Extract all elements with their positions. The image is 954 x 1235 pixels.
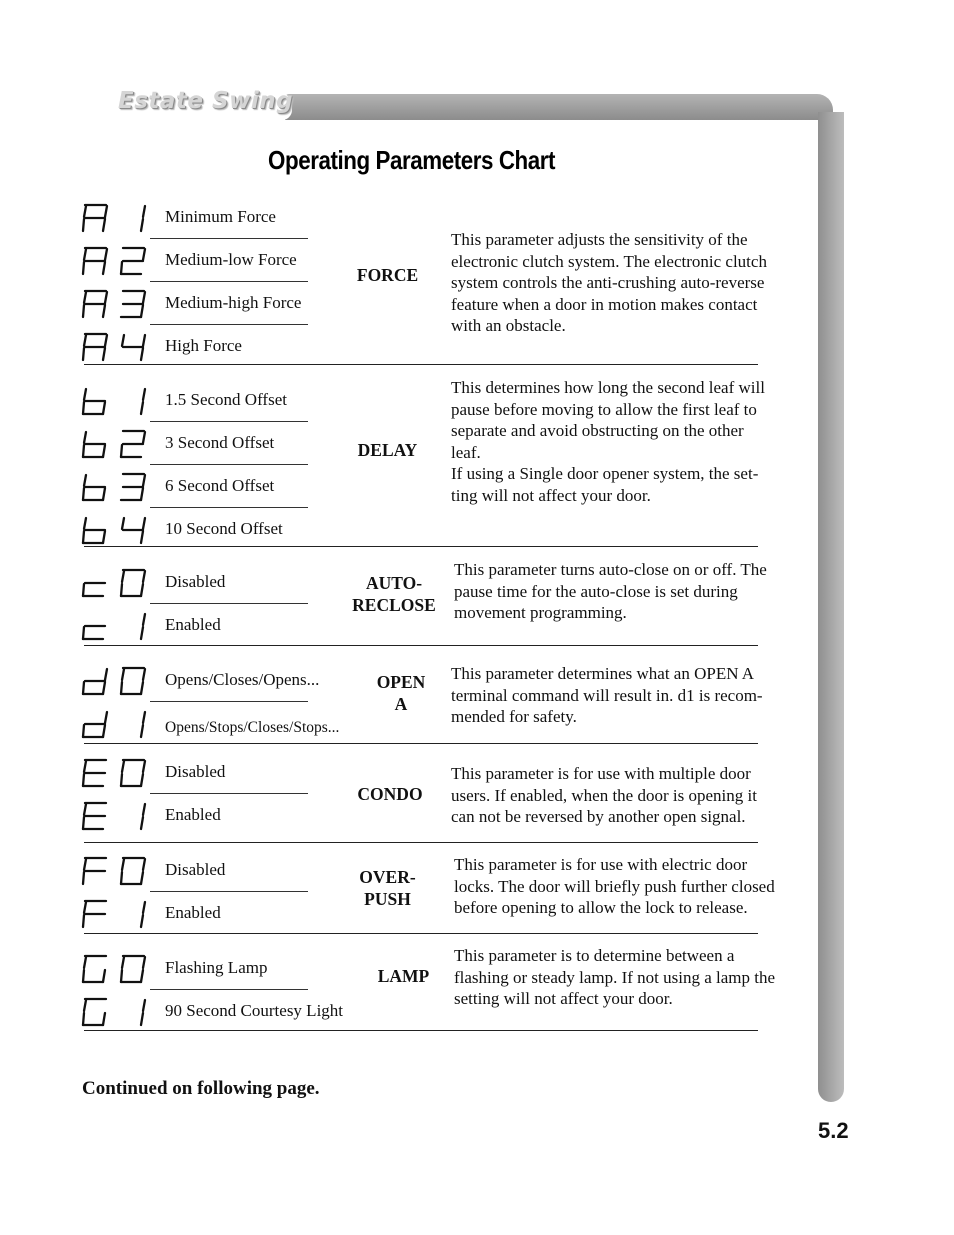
- seven-segment-code: [80, 666, 150, 696]
- parameter-description: This parameter is for use with electric door locks. The door will briefly push further closed before opening to allow the lock to release.: [454, 855, 775, 917]
- seven-segment-code: [80, 515, 150, 545]
- category-label: LAMP: [377, 966, 430, 986]
- option-label: Disabled: [165, 860, 226, 879]
- option-label: Flashing Lamp: [165, 958, 268, 977]
- option-label: Enabled: [165, 615, 221, 634]
- row-divider: [150, 989, 308, 990]
- parameter-description: This parameter determines what an OPEN A terminal command will result in. d1 is recom- mended for safety.: [451, 664, 763, 726]
- row-divider: [150, 701, 308, 702]
- seven-segment-code: [80, 954, 150, 984]
- option-label: 6 Second Offset: [165, 476, 275, 495]
- seven-segment-code: [80, 472, 150, 502]
- option-label: Enabled: [165, 805, 221, 824]
- option-label: 1.5 Second Offset: [165, 390, 287, 409]
- row-divider: [150, 464, 308, 465]
- option-label: Medium-high Force: [165, 293, 302, 312]
- page-title: Operating Parameters Chart: [268, 145, 556, 175]
- option-label: Disabled: [165, 572, 226, 591]
- group-separator: [84, 1030, 758, 1031]
- row-divider: [150, 281, 308, 282]
- seven-segment-code: [80, 429, 150, 459]
- category-label: CONDO: [357, 784, 423, 804]
- seven-segment-code: [80, 568, 150, 598]
- seven-segment-code: [80, 289, 150, 319]
- parameter-description: This parameter is for use with multiple door users. If enabled, when the door is opening it can not be reversed by another open signal.: [451, 764, 757, 826]
- category-label: OPEN A: [376, 672, 426, 714]
- row-divider: [150, 507, 308, 508]
- group-separator: [84, 364, 758, 365]
- seven-segment-code: [80, 997, 150, 1027]
- group-separator: [84, 933, 758, 934]
- seven-segment-code: [80, 332, 150, 362]
- option-label: 10 Second Offset: [165, 519, 283, 538]
- seven-segment-code: [80, 899, 150, 929]
- category-label: FORCE: [356, 265, 419, 285]
- group-separator: [84, 645, 758, 646]
- continued-note: Continued on following page.: [82, 1078, 320, 1099]
- seven-segment-code: [80, 246, 150, 276]
- option-label: Opens/Stops/Closes/Stops...: [165, 719, 340, 736]
- parameter-description: This determines how long the second leaf will pause before moving to allow the first leaf to separate and avoid obstructing on the other leaf. If using a Single door opener system, the set- ting will not affect your door.: [451, 378, 765, 505]
- option-label: Enabled: [165, 903, 221, 922]
- category-label: DELAY: [357, 440, 418, 460]
- option-label: Medium-low Force: [165, 250, 297, 269]
- seven-segment-code: [80, 856, 150, 886]
- seven-segment-code: [80, 758, 150, 788]
- seven-segment-code: [80, 611, 150, 641]
- seven-segment-code: [80, 203, 150, 233]
- page-frame-top: [285, 94, 833, 120]
- seven-segment-code: [80, 801, 150, 831]
- option-label: Disabled: [165, 762, 226, 781]
- option-label: 90 Second Courtesy Light: [165, 1001, 344, 1020]
- category-label: AUTO- RECLOSE: [352, 573, 436, 615]
- option-label: 3 Second Offset: [165, 433, 275, 452]
- parameter-description: This parameter turns auto-close on or off. The pause time for the auto-close is set during movement programming.: [454, 560, 767, 622]
- row-divider: [150, 793, 308, 794]
- category-label: OVER- PUSH: [359, 867, 416, 909]
- row-divider: [150, 238, 308, 239]
- parameter-description: This parameter is to determine between a flashing or steady lamp. If not using a lamp the setting will not affect your door.: [454, 946, 776, 1008]
- group-separator: [84, 842, 758, 843]
- option-label: High Force: [165, 336, 242, 355]
- seven-segment-code: [80, 709, 150, 739]
- page-frame-side: [818, 112, 844, 1102]
- group-separator: [84, 546, 758, 547]
- row-divider: [150, 324, 308, 325]
- brand-logo: Estate Swing: [118, 88, 294, 114]
- option-label: Opens/Closes/Opens...: [165, 670, 320, 689]
- parameter-description: This parameter adjusts the sensitivity of the electronic clutch system. The electronic clutch system controls the anti-crushing auto-reverse feature when a door in motion makes contact with an obstacle.: [451, 230, 767, 335]
- option-label: Minimum Force: [165, 207, 276, 226]
- page-number: 5.2: [818, 1118, 849, 1143]
- row-divider: [150, 891, 308, 892]
- group-separator: [84, 743, 758, 744]
- seven-segment-code: [80, 386, 150, 416]
- row-divider: [150, 421, 308, 422]
- row-divider: [150, 603, 308, 604]
